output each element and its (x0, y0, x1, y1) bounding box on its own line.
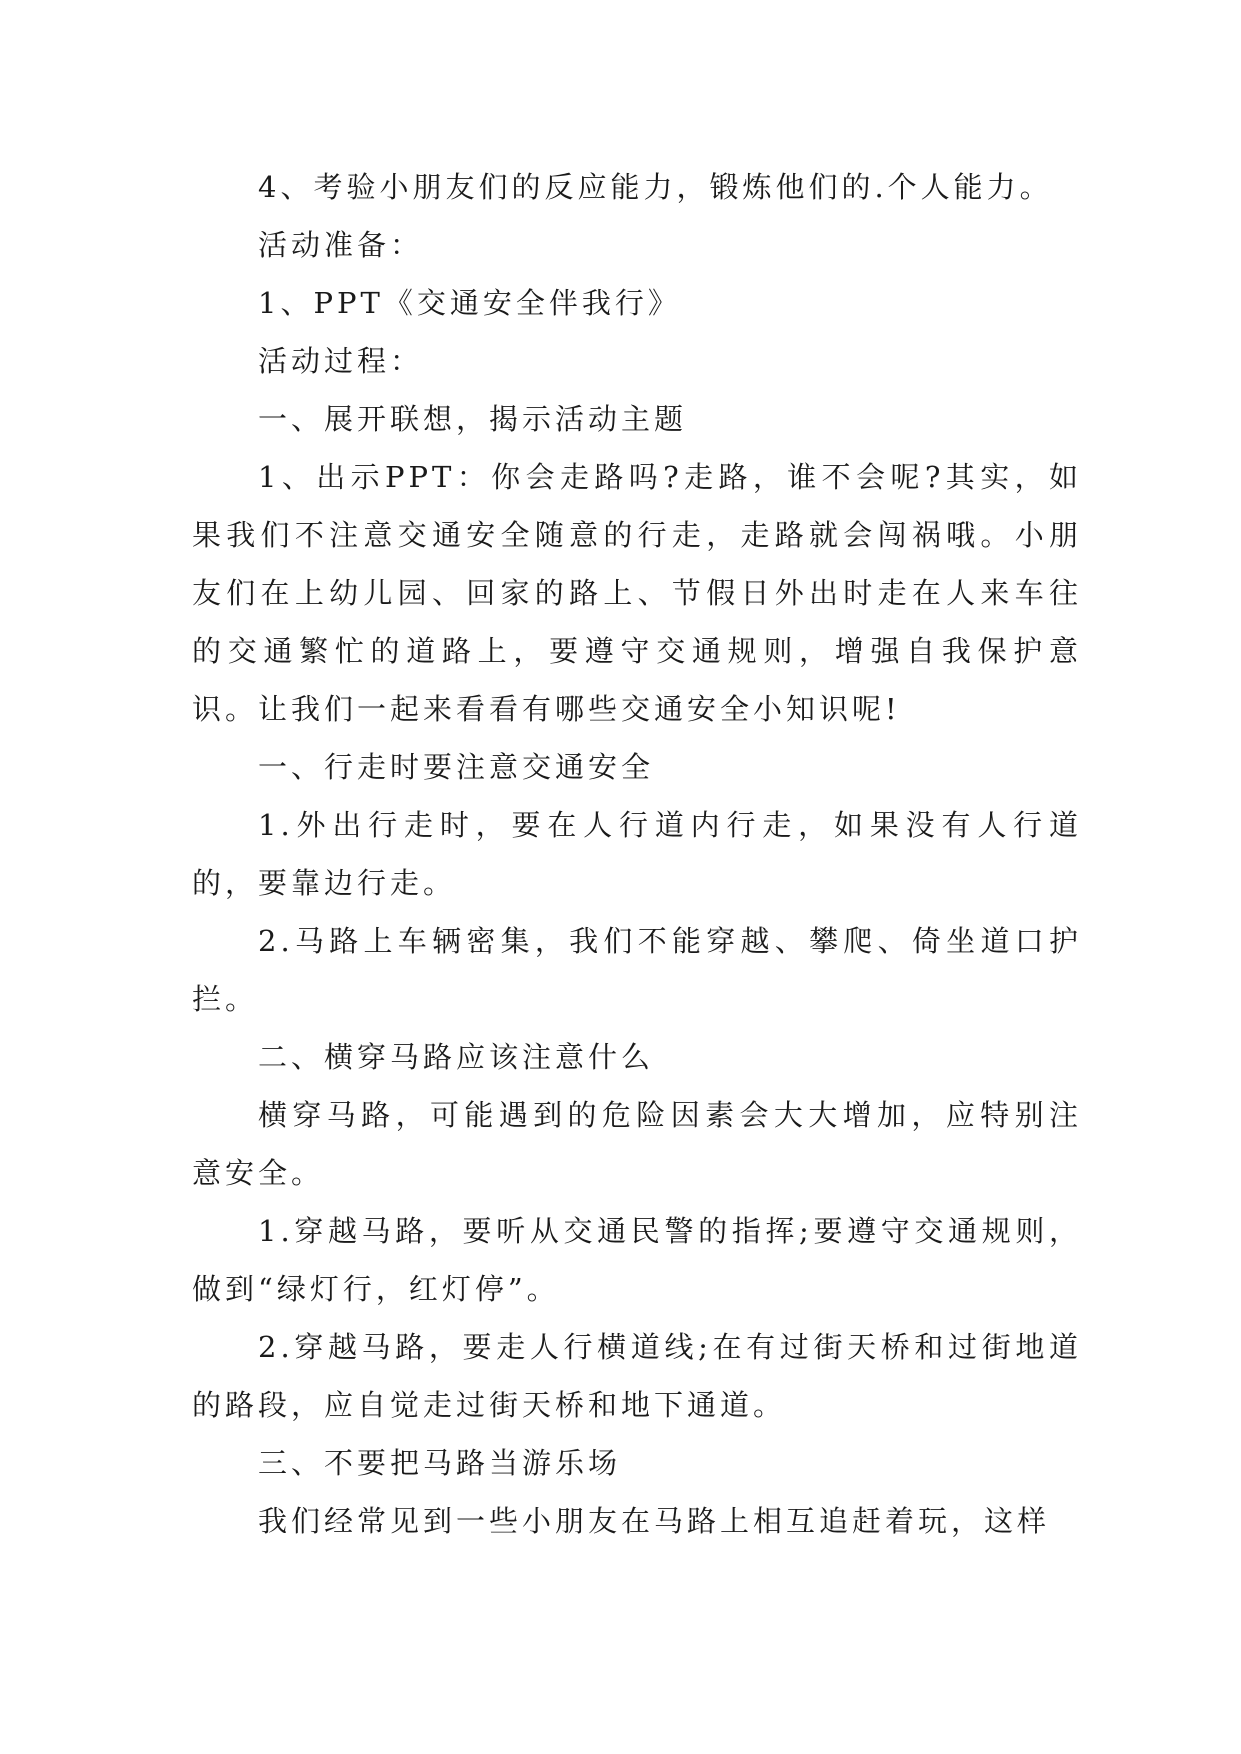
paragraph-chasing-children: 我们经常见到一些小朋友在马路上相互追赶着玩，这样 (258, 1504, 1051, 1538)
paragraph-follow-police: 1.穿越马路，要听从交通民警的指挥;要遵守交通规则，做到“绿灯行，红灯停”。 (192, 1214, 1082, 1306)
paragraph-ppt-title: 1、PPT《交通安全伴我行》 (258, 286, 681, 320)
section-heading-process: 活动过程： (258, 344, 424, 378)
heading-walking-safety: 一、行走时要注意交通安全 (258, 750, 655, 784)
paragraph-show-ppt: 1、出示PPT：你会走路吗?走路，谁不会呢?其实，如果我们不注意交通安全随意的行走，走路就会闯祸哦。小朋友们在上幼儿园、回家的路上、节假日外出时走在人来车往的交通繁忙的道路上，要遵守交通规则，增强自我保护意识。让我们一起来看看有哪些交通安全小知识呢! (192, 460, 1082, 726)
heading-crossing-road: 二、横穿马路应该注意什么 (258, 1040, 655, 1074)
paragraph-crossing-danger: 横穿马路，可能遇到的危险因素会大大增加，应特别注意安全。 (192, 1098, 1082, 1190)
paragraph-crosswalk: 2.穿越马路，要走人行横道线;在有过街天桥和过街地道的路段，应自觉走过街天桥和地下通道。 (192, 1330, 1082, 1422)
heading-not-playground: 三、不要把马路当游乐场 (258, 1446, 622, 1480)
paragraph-no-climbing: 2.马路上车辆密集，我们不能穿越、攀爬、倚坐道口护拦。 (192, 924, 1082, 1016)
heading-expand-imagination: 一、展开联想，揭示活动主题 (258, 402, 688, 436)
section-heading-preparation: 活动准备： (258, 228, 424, 262)
paragraph-walk-sidewalk: 1.外出行走时，要在人行道内行走，如果没有人行道的，要靠边行走。 (192, 808, 1082, 900)
document-body (192, 158, 1082, 1550)
paragraph-item-4-reaction: 4、考验小朋友们的反应能力，锻炼他们的.个人能力。 (258, 170, 1053, 204)
